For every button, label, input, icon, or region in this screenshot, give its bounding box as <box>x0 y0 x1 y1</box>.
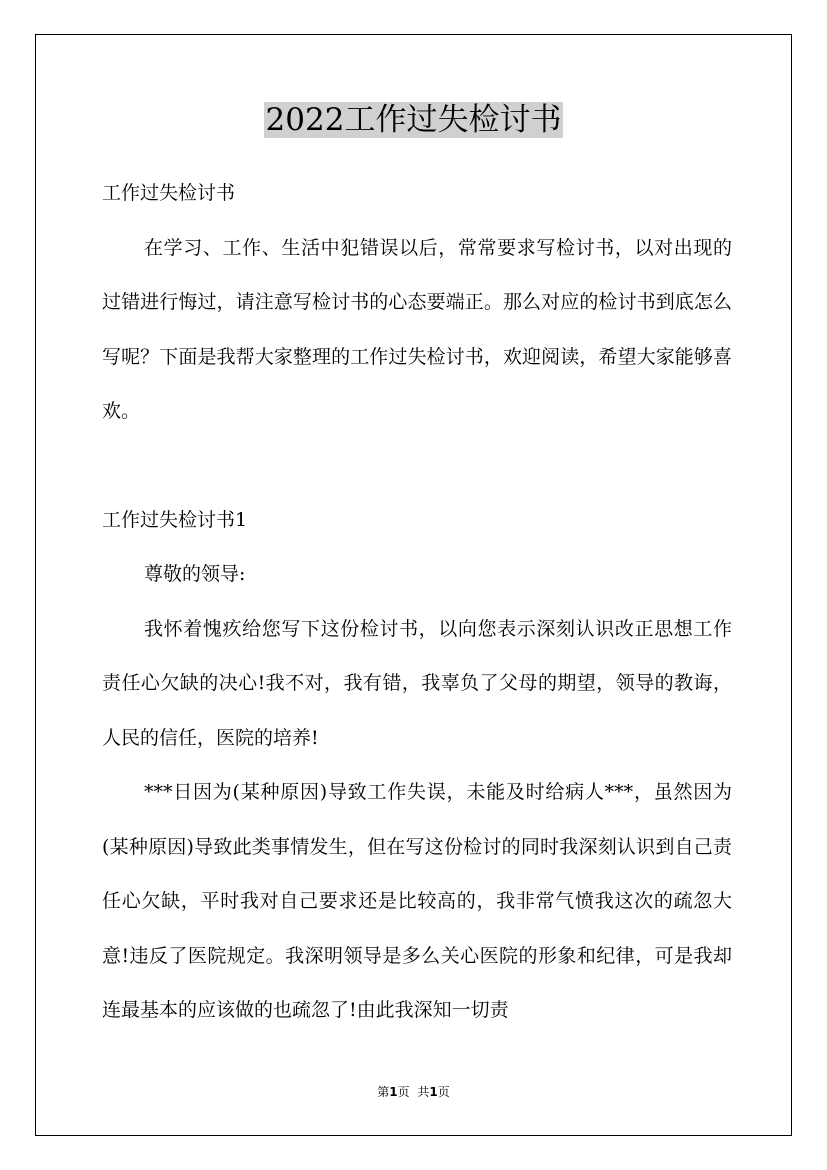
footer-page-suffix: 页 <box>397 1085 410 1099</box>
paragraph-1: 我怀着愧疚给您写下这份检讨书，以向您表示深刻认识改正思想工作责任心欠缺的决心!我不对，我有错，我辜负了父母的期望，领导的教诲，人民的信任，医院的培养! <box>102 617 732 749</box>
salutation: 尊敬的领导: <box>144 563 246 585</box>
document-title-container <box>0 100 827 140</box>
footer-page-number: 1 <box>389 1085 398 1099</box>
intro-paragraph: 在学习、工作、生活中犯错误以后，常常要求写检讨书，以对出现的过错进行悔过，请注意写检讨书的心态要端正。那么对应的检讨书到底怎么写呢？下面是我帮大家整理的工作过失检讨书，欢迎阅读，希望大家能够喜欢。 <box>102 236 732 422</box>
document-body <box>102 166 732 1038</box>
section1-heading: 工作过失检讨书1 <box>102 508 248 531</box>
page-footer <box>0 1083 827 1100</box>
footer-page-prefix: 第 <box>377 1085 390 1099</box>
intro-heading: 工作过失检讨书 <box>102 182 236 204</box>
footer-total-number: 1 <box>429 1085 438 1099</box>
paragraph-2: ***日因为(某种原因)导致工作失误，未能及时给病人***，虽然因为(某种原因)导致此类事情发生，但在写这份检讨的同时我深刻认识到自己责任心欠缺，平时我对自己要求还是比较高的，我非常气愤我这次的疏忽大意!违反了医院规定。我深明领导是多么关心医院的形象和纪律，可是我却连最基本的应该做的也疏忽了!由此我深知一切责 <box>102 781 732 1021</box>
document-title: 2022工作过失检讨书 <box>265 102 562 138</box>
footer-total-suffix: 页 <box>437 1085 450 1099</box>
footer-total-prefix: 共 <box>417 1085 430 1099</box>
section-spacer <box>102 439 732 493</box>
